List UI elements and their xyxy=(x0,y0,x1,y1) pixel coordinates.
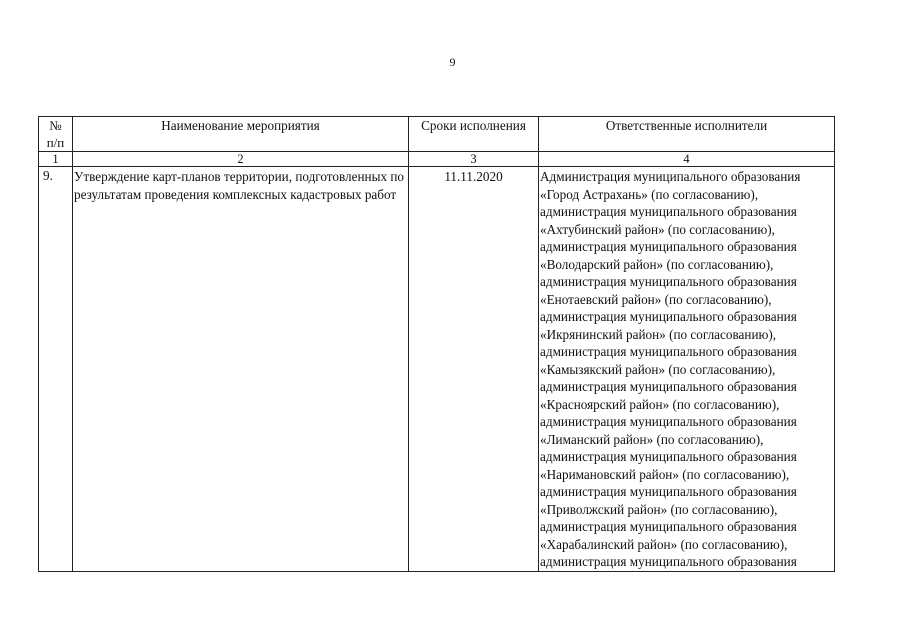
executor-line: администрация муниципального образования xyxy=(540,379,797,394)
executor-line: «Лиманский район» (по согласованию), xyxy=(540,431,764,447)
executor-line: Администрация муниципального образования xyxy=(540,169,801,184)
executors-list xyxy=(539,167,835,572)
header-deadline: Сроки исполнения xyxy=(409,117,539,152)
executor-line: «Харабалинский район» (по согласованию), xyxy=(540,536,788,552)
executor-line: администрация муниципального образования xyxy=(540,414,797,429)
executor-line: «Икрянинский район» (по согласованию), xyxy=(540,326,777,342)
column-index-row xyxy=(39,152,835,167)
executor-line: администрация муниципального образования xyxy=(540,449,797,464)
executor-line: «Приволжский район» (по согласованию), xyxy=(540,501,778,517)
column-index: 3 xyxy=(409,152,539,167)
activity-name: Утверждение карт-планов территории, подготовленных по результатам проведения комплексных кадастровых работ xyxy=(73,167,409,572)
executor-line: «Енотаевский район» (по согласованию), xyxy=(540,291,772,307)
executor-line: администрация муниципального образования xyxy=(540,274,797,289)
column-index: 1 xyxy=(39,152,73,167)
executor-line: администрация муниципального образования xyxy=(540,309,797,324)
executor-line: «Володарский район» (по согласованию), xyxy=(540,256,774,272)
executor-line: администрация муниципального образования xyxy=(540,344,797,359)
activities-table xyxy=(38,116,835,572)
header-executors: Ответственные исполнители xyxy=(539,117,835,152)
header-number-line2: п/п xyxy=(46,135,65,150)
header-number-line1: № xyxy=(49,118,62,133)
executor-line: «Камызякский район» (по согласованию), xyxy=(540,361,776,377)
column-index: 4 xyxy=(539,152,835,167)
row-number: 9. xyxy=(39,167,73,572)
executor-line: «Красноярский район» (по согласованию), xyxy=(540,396,780,412)
column-index: 2 xyxy=(73,152,409,167)
executor-line: администрация муниципального образования xyxy=(540,239,797,254)
table-row xyxy=(39,167,835,572)
page-number: 9 xyxy=(449,55,456,69)
table-header-row xyxy=(39,117,835,152)
executor-line: администрация муниципального образования xyxy=(540,204,797,219)
executor-line: администрация муниципального образования xyxy=(540,484,797,499)
deadline-date: 11.11.2020 xyxy=(409,167,539,572)
header-activity-name: Наименование мероприятия xyxy=(73,117,409,152)
executor-line: «Город Астрахань» (по согласованию), xyxy=(540,186,759,202)
executor-line: администрация муниципального образования xyxy=(540,519,797,534)
header-number xyxy=(39,117,73,152)
executor-line: «Наримановский район» (по согласованию), xyxy=(540,466,790,482)
executor-line: администрация муниципального образования xyxy=(540,554,797,569)
executor-line: «Ахтубинский район» (по согласованию), xyxy=(540,221,775,237)
